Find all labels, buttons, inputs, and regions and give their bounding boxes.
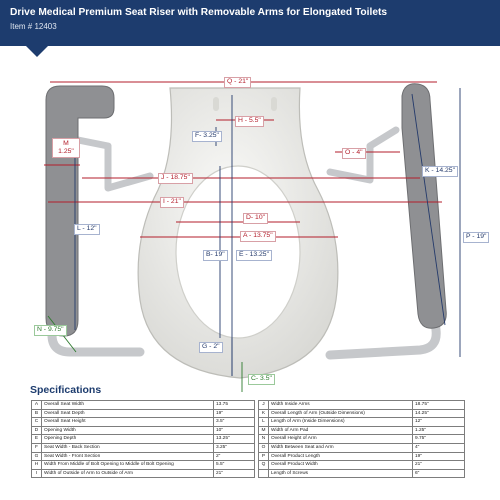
dim-label-a: A - 13.75" (240, 231, 276, 242)
table-row (259, 418, 465, 427)
spec-value: 3.5" (214, 418, 255, 427)
table-row (32, 469, 255, 478)
dim-label-h: H - 5.5" (235, 116, 264, 127)
table-row (259, 443, 465, 452)
table-row (32, 401, 255, 410)
spec-key: O (259, 443, 269, 452)
spec-value: 19" (214, 409, 255, 418)
right-arm-pad (402, 84, 446, 328)
spec-table-left (31, 400, 255, 478)
dim-label-i: I - 21" (160, 197, 184, 208)
spec-key: E (32, 435, 42, 444)
table-row (259, 409, 465, 418)
spec-desc: Overall Seat Height (42, 418, 214, 427)
spec-value: 3.25" (214, 443, 255, 452)
dim-label-d: D- 10" (243, 213, 268, 224)
dim-label-e: E - 13.25" (236, 250, 272, 261)
dim-label-j: J - 18.75" (158, 173, 193, 184)
spec-value: 12" (413, 418, 465, 427)
spec-key: P (259, 452, 269, 461)
spec-desc: Width From Middle of Bolt Opening to Middle of Bolt Opening (42, 461, 214, 470)
table-row (32, 461, 255, 470)
spec-key: G (32, 452, 42, 461)
spec-desc: Overall Height of Arm (269, 435, 413, 444)
spec-desc: Width of Arm Pad (269, 426, 413, 435)
spec-key: I (32, 469, 42, 478)
dim-label-c: C- 3.5" (248, 374, 275, 385)
spec-value: 1.25" (413, 426, 465, 435)
spec-key: H (32, 461, 42, 470)
spec-value: 21" (214, 469, 255, 478)
spec-value: 14.25" (413, 409, 465, 418)
spec-key: A (32, 401, 42, 410)
spec-desc: Seat Width - Front Section (42, 452, 214, 461)
dim-label-l: L - 12" (74, 224, 100, 235)
table-row (259, 461, 465, 470)
spec-desc: Opening Width (42, 426, 214, 435)
spec-value: 19" (413, 452, 465, 461)
left-arm-frame-top (78, 140, 150, 188)
spec-key: L (259, 418, 269, 427)
spec-value: 6" (413, 469, 465, 478)
spec-key (259, 469, 269, 478)
spec-value: 13.25" (214, 435, 255, 444)
spec-key: Q (259, 461, 269, 470)
spec-value: 9.75" (413, 435, 465, 444)
spec-desc: Overall Product Length (269, 452, 413, 461)
table-row (259, 435, 465, 444)
spec-desc: Overall Seat Width (42, 401, 214, 410)
table-row (259, 426, 465, 435)
spec-desc: Overall Length of Arm (Outside Dimensions) (269, 409, 413, 418)
dim-label-g: G - 2" (199, 342, 223, 353)
dim-label-o: O - 4" (342, 148, 366, 159)
spec-desc: Overall Product Width (269, 461, 413, 470)
spec-key: C (32, 418, 42, 427)
bolt-slot-left (213, 97, 219, 111)
spec-key: D (32, 426, 42, 435)
spec-desc: Length of Arm (Inside Dimensions) (269, 418, 413, 427)
spec-value: 2" (214, 452, 255, 461)
spec-desc: Width Between Seat and Arm (269, 443, 413, 452)
table-row (32, 426, 255, 435)
dim-label-n: N - 9.75" (34, 325, 67, 336)
dim-label-q: Q - 21" (224, 77, 251, 88)
bolt-slot-right (271, 97, 277, 111)
dim-label-b: B- 19" (203, 250, 228, 261)
dim-label-m: M 1.25" (52, 138, 80, 158)
spec-value: 21" (413, 461, 465, 470)
spec-value: 5.5" (214, 461, 255, 470)
spec-desc: Seat Width - Back Section (42, 443, 214, 452)
dim-label-p: P - 19" (463, 232, 489, 243)
spec-key: B (32, 409, 42, 418)
left-arm-pad (46, 86, 114, 336)
spec-key: J (259, 401, 269, 410)
dim-label-f: F- 3.25" (192, 131, 222, 142)
spec-key: F (32, 443, 42, 452)
spec-value: 4" (413, 443, 465, 452)
spec-value: 13.75 (214, 401, 255, 410)
spec-table-right (258, 400, 465, 478)
dim-label-k: K - 14.25" (422, 166, 458, 177)
specifications-title: Specifications (30, 384, 102, 396)
table-row (32, 443, 255, 452)
table-row (259, 401, 465, 410)
spec-key: M (259, 426, 269, 435)
table-row (32, 452, 255, 461)
spec-value: 10" (214, 426, 255, 435)
spec-value: 18.75" (413, 401, 465, 410)
table-row (32, 418, 255, 427)
spec-key: K (259, 409, 269, 418)
spec-desc: Width Inside Arms (269, 401, 413, 410)
spec-desc: Width of Outside of Arm to Outside of Arm (42, 469, 214, 478)
dim-label-m-value: 1.25" (58, 148, 74, 156)
spec-desc: Overall Seat Depth (42, 409, 214, 418)
table-row (32, 435, 255, 444)
spec-desc: Opening Depth (42, 435, 214, 444)
table-row (32, 409, 255, 418)
spec-key: N (259, 435, 269, 444)
table-row (259, 452, 465, 461)
table-row (259, 469, 465, 478)
item-number: Item # 12403 (10, 22, 57, 31)
spec-desc: Length of Screws (269, 469, 413, 478)
product-title: Drive Medical Premium Seat Riser with Removable Arms for Elongated Toilets (10, 7, 388, 18)
